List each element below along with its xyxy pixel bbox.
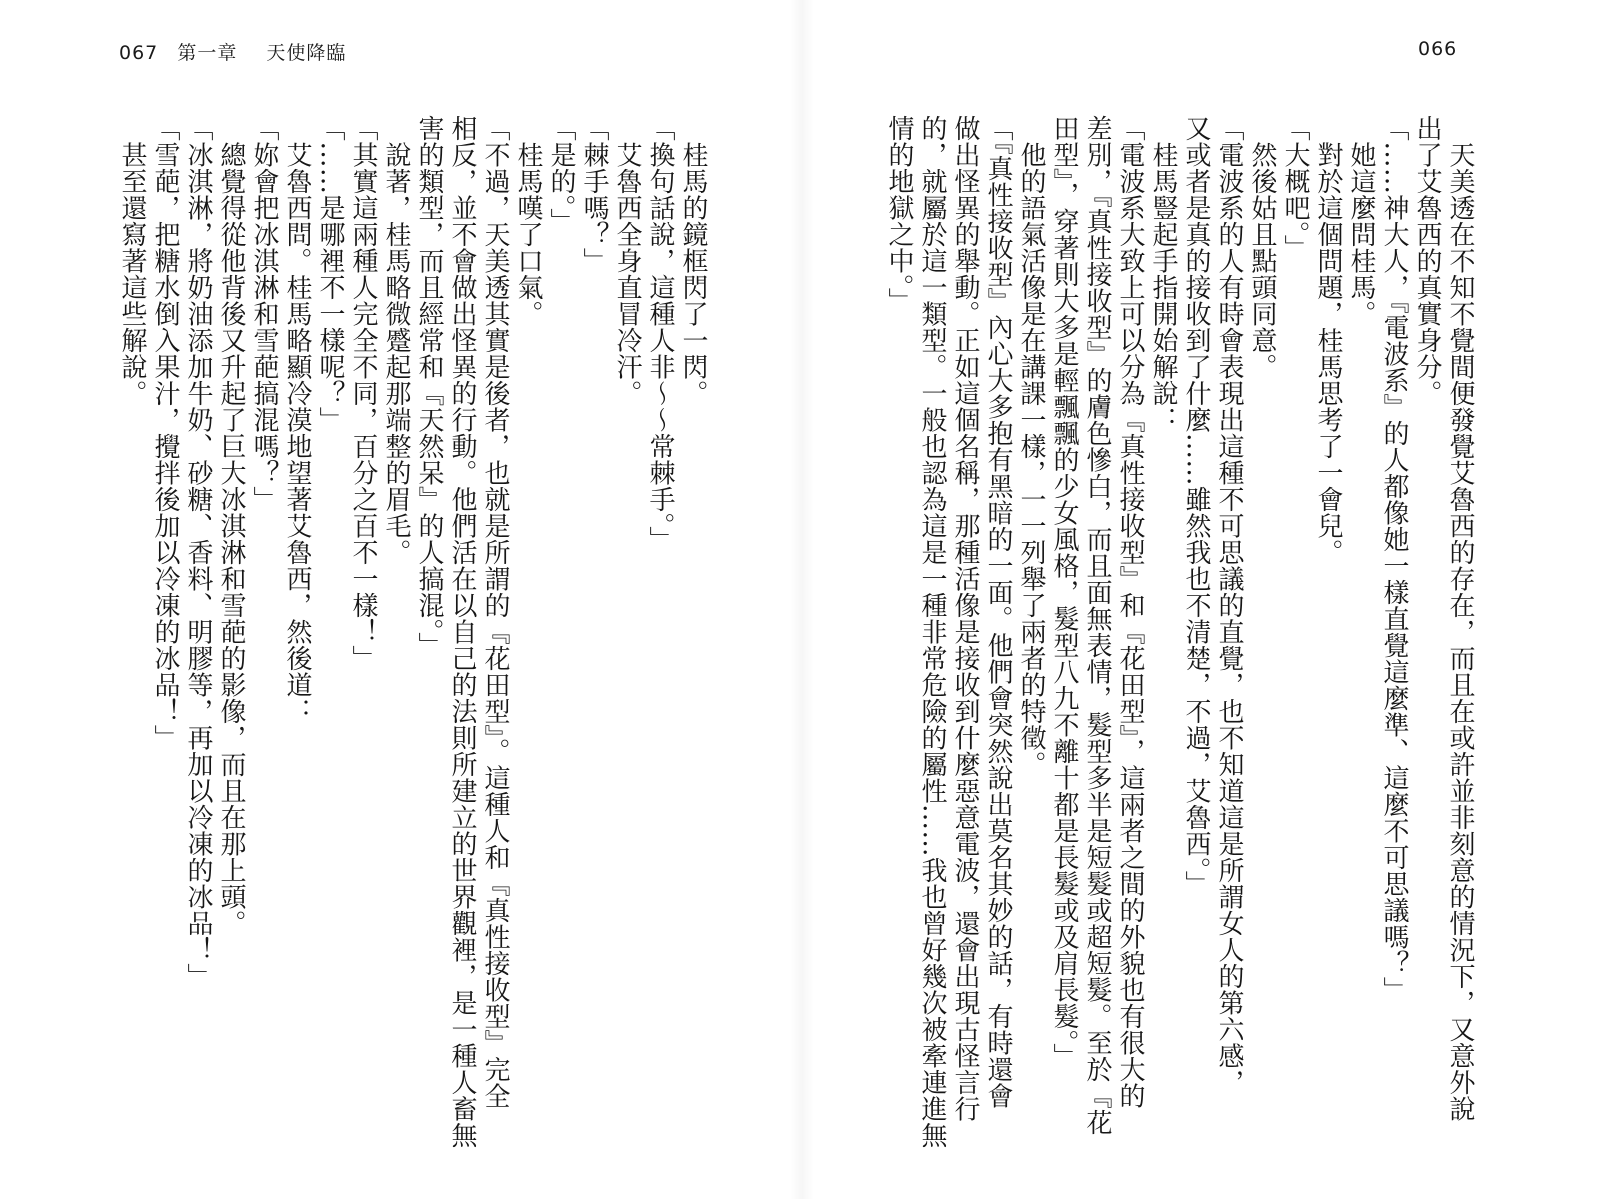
- left-page-column: 害的類型，而且經常和『天然呆』的人搞混。」: [414, 115, 444, 659]
- left-page-column: 「換句話說，這種人非〜〜常棘手。」: [645, 115, 675, 553]
- right-page-column: 「電波系的人有時會表現出這種不可思議的直覺，也不知道這是所謂女人的第六感，: [1214, 115, 1244, 1096]
- left-page-column: 桂馬的鏡框閃了一閃。: [678, 115, 708, 407]
- right-page-column: 差別，『真性接收型』的膚色慘白，而且面無表情，髮型多半是短髮或超短髮。至於『花: [1082, 115, 1112, 1136]
- right-page-number: 066: [1418, 38, 1458, 60]
- left-page-column: 艾魯西全身直冒冷汗。: [612, 115, 642, 407]
- chapter-label: 第一章: [177, 42, 238, 64]
- left-page-column: 「妳會把冰淇淋和雪葩搞混嗎？」: [249, 115, 279, 513]
- right-page-column: 天美透在不知不覺間便發覺艾魯西的存在，而且在或許並非刻意的情況下，又意外說: [1445, 115, 1475, 1122]
- chapter-title: 天使降臨: [266, 42, 347, 64]
- left-page-column: 甚至還寫著這些解說。: [117, 115, 147, 407]
- right-page-column: 做出怪異的舉動。正如這個名稱，那種活像是接收到什麼惡意電波，還會出現古怪言行: [950, 115, 980, 1122]
- left-page-column: 「棘手嗎？」: [579, 115, 609, 274]
- right-page-column: 又或者是真的接收到了什麼……雖然我也不清楚，不過，艾魯西。」: [1181, 115, 1211, 897]
- right-page-column: 「大概吧。」: [1280, 115, 1310, 261]
- left-page-column: 說著，桂馬略微蹙起那端整的眉毛。: [381, 115, 411, 566]
- left-page-column: 總覺得從他背後又升起了巨大冰淇淋和雪葩的影像，而且在那上頭。: [216, 115, 246, 937]
- left-page-column: 「……是哪裡不一樣呢？」: [315, 115, 345, 433]
- left-page-column: 「不過，天美透其實是後者，也就是所謂的『花田型』。這種人和『真性接收型』完全: [480, 115, 510, 1109]
- right-page-column: 出了艾魯西的真實身分。: [1412, 115, 1442, 407]
- right-page-header: [1418, 38, 1457, 60]
- left-page-column: 艾魯西問。桂馬略顯冷漠地望著艾魯西，然後道：: [282, 115, 312, 725]
- right-page-column: 對於這個問題，桂馬思考了一會兒。: [1313, 115, 1343, 566]
- left-page-column: 「其實這兩種人完全不同，百分之百不一樣！」: [348, 115, 378, 672]
- left-page-column: 桂馬嘆了口氣。: [513, 115, 543, 327]
- right-page-column: 的，就屬於這一類型。一般也認為這是一種非常危險的屬性……我也曾好幾次被牽連進無: [917, 115, 947, 1149]
- right-page-column: 桂馬豎起手指開始解說：: [1148, 115, 1178, 433]
- right-page-column: 他的語氣活像是在講課一樣，一一列舉了兩者的特徵。: [1016, 115, 1046, 778]
- left-page-column: 「冰淇淋，將奶油添加牛奶、砂糖、香料、明膠等，再加以冷凍的冰品！」: [183, 115, 213, 990]
- right-page-column: 「電波系大致上可以分為『真性接收型』和『花田型』，這兩者之間的外貌也有很大的: [1115, 115, 1145, 1109]
- left-page-number: 067: [119, 42, 159, 64]
- right-page-column: 田型』，穿著則大多是輕飄飄的少女風格，髮型八九不離十都是長髮或及肩長髮。」: [1049, 115, 1079, 1070]
- page-gutter: [790, 0, 814, 1199]
- left-page-header: [119, 38, 346, 65]
- right-page-column: 情的地獄之中。」: [884, 115, 914, 314]
- left-page-column: 「是的。」: [546, 115, 576, 235]
- right-page-column: 她這麼問桂馬。: [1346, 115, 1376, 327]
- right-page-column: 「……神大人，『電波系』的人都像她一樣直覺這麼準、這麼不可思議嗎？」: [1379, 115, 1409, 1003]
- left-page-column: 「雪葩，把糖水倒入果汁，攪拌後加以冷凍的冰品！」: [150, 115, 180, 751]
- left-page-column: 相反，並不會做出怪異的行動。他們活在以自己的法則所建立的世界觀裡，是一種人畜無: [447, 115, 477, 1149]
- right-page-column: 「『真性接收型』內心大多抱有黑暗的一面。他們會突然說出莫名其妙的話，有時還會: [983, 115, 1013, 1109]
- right-page-column: 然後姑且點頭同意。: [1247, 115, 1277, 380]
